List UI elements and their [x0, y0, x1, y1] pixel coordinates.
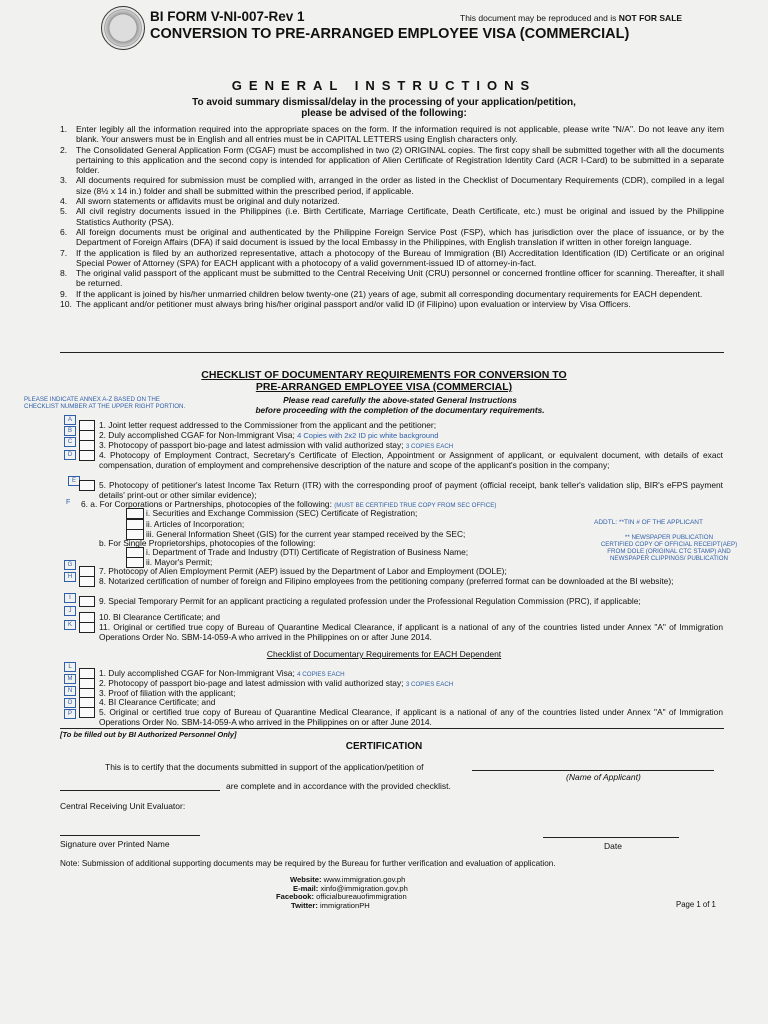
checkbox[interactable] — [79, 480, 95, 491]
checklist-item-2: 2. Duly accomplished CGAF for Non-Immigrant Visa; 4 Copies with 2x2 ID pic white background — [99, 430, 439, 440]
instruction-item — [60, 289, 724, 299]
certification-statement: This is to certify that the documents submitted in support of the application/petition of — [105, 762, 424, 772]
instruction-text: If the applicant is joined by his/her unmarried children below twenty-one (21) years of age, submit all corresponding documentary requirements for EACH dependent. — [76, 288, 703, 299]
checklist-item-6a-ii: ii. Articles of Incorporation; — [146, 519, 245, 529]
annex-label: P — [64, 709, 76, 719]
handwritten-copies-note: 3 COPIES EACH — [405, 681, 454, 688]
checklist-item-6a: 6. a. For Corporations or Partnerships, photocopies of the following: (MUST BE CERTIFIED TRUE COPY FROM SEC OFFICE) — [81, 499, 497, 509]
dependent-item-2: 2. Photocopy of passport bio-page and latest admission with valid authorized stay; 3 COPIES EACH — [99, 678, 454, 688]
instruction-item — [60, 206, 724, 227]
checklist-item-6a-i: i. Securities and Exchange Commission (SEC) Certificate of Registration; — [146, 508, 418, 518]
instruction-number: 6. — [60, 226, 68, 237]
email-link[interactable]: xinfo@immigration.gov.ph — [320, 883, 408, 893]
handwritten-copies-note: 4 Copies with 2x2 ID pic white background — [297, 431, 439, 440]
annex-label: H — [64, 572, 76, 582]
instruction-item — [60, 175, 724, 196]
checklist-item-6b: b. For Single Proprietorships, photocopies of the following: — [99, 538, 316, 548]
checklist-item-3: 3. Photocopy of passport bio-page and latest admission with valid authorized stay; 3 COPIES EACH — [99, 440, 454, 450]
handwritten-tin-note: ADDTL: **TIN # OF THE APPLICANT — [594, 519, 703, 526]
annex-label: B — [64, 426, 76, 436]
annex-label: J — [64, 606, 76, 616]
bureau-of-immigration-seal — [101, 6, 145, 50]
instruction-number: 1. — [60, 124, 68, 134]
instruction-text: The applicant and/or petitioner must always bring his/her original passport and/or valid ID (if Filipino) upon evaluation or interview by Visa Officers. — [76, 299, 631, 310]
instruction-item — [60, 145, 724, 176]
page-number: Page 1 of 1 — [676, 900, 716, 909]
applicant-name-field-continued[interactable] — [60, 790, 220, 791]
checklist-item-5: 5. Photocopy of petitioner's latest Income Tax Return (ITR) with the corresponding proof of payment (official receipt, bank teller's validation slip, BIR's eFPS payment details' print-out or other similar evidence); — [99, 480, 723, 500]
general-instructions-intro: To avoid summary dismissal/delay in the processing of your application/petition, please be advised of the following: — [192, 97, 576, 119]
instruction-item — [60, 299, 724, 309]
contact-block: Website: www.immigration.gov.ph E-mail: xinfo@immigration.gov.ph Facebook: officialbureauofimmigration Twitter: immigrationPH — [276, 875, 408, 911]
checklist-item-4: 4. Photocopy of Employment Contract, Secretary's Certificate of Election, Appointment or Assignment of applicant, or equivalent document, with details of exact compensation, duration of employment and comprehensive description of the nature and scope of the applicant's position in the company; — [99, 450, 723, 470]
instruction-text: The original valid passport of the applicant must be submitted to the Central Receiving Unit (CRU) personnel or concerned frontline officer for scanning. Thereafter, it shall be returned. — [76, 268, 724, 289]
checkbox[interactable] — [79, 576, 95, 587]
date-caption: Date — [604, 841, 622, 851]
reproduce-notice: This document may be reproduced and is NOT FOR SALE — [460, 13, 683, 23]
checkbox[interactable] — [79, 622, 95, 633]
checklist-item-1: 1. Joint letter request addressed to the Commissioner from the applicant and the petitioner; — [99, 420, 437, 430]
annex-label: E — [68, 476, 80, 486]
checklist-item-6b-i: i. Department of Trade and Industry (DTI) Certificate of Registration of Business Name; — [146, 547, 469, 557]
dependent-checklist-heading: Checklist of Documentary Requirements for EACH Dependent — [266, 649, 502, 659]
annex-label: D — [64, 450, 76, 460]
annex-label: I — [64, 593, 76, 603]
website-link[interactable]: www.immigration.gov.ph — [323, 875, 406, 884]
instruction-item — [60, 196, 724, 206]
instruction-number: 9. — [60, 288, 68, 299]
general-instructions-heading: GENERAL INSTRUCTIONS — [231, 78, 537, 93]
checkbox[interactable] — [79, 450, 95, 461]
instruction-number: 10. — [60, 299, 72, 310]
annex-label: M — [64, 674, 76, 684]
instruction-item — [60, 227, 724, 248]
instruction-text: All sworn statements or affidavits must be original and duly notarized. — [76, 196, 340, 207]
instruction-item — [60, 124, 724, 145]
annex-label: C — [64, 437, 76, 447]
applicant-name-caption: (Name of Applicant) — [566, 772, 641, 782]
date-line[interactable] — [543, 837, 679, 838]
signature-caption: Signature over Printed Name — [60, 839, 170, 849]
annex-label: K — [64, 620, 76, 630]
instruction-text: The Consolidated General Application Form (CGAF) must be accomplished in two (2) ORIGINAL copies. The first copy shall be submitted together with all the documents pertaining to this application and the second copy is intended for application of Alien Certificate of Registration Identity Card (ACR I-Card) to be submitted in a separate folder. — [76, 144, 724, 176]
twitter-link[interactable]: immigrationPH — [319, 901, 370, 911]
instruction-number: 7. — [60, 247, 68, 258]
checklist-item-11: 11. Original or certified true copy of Bureau of Quarantine Medical Clearance, if applicant is a national of any of the countries listed under Annex "A" of Immigration Operations Order No. SBM-14-059-A who arrived in the Philippines on or after June 2014. — [99, 622, 723, 642]
instruction-text: All foreign documents must be original and authenticated by the Philippine Foreign Service Post (FSP), which has jurisdiction over the place of issuance, or by the Department of Foreign Affairs (DFA) if said document is issued by the local Embassy in the Philippines, with English translation if written in other foreign language. — [76, 226, 724, 248]
section-divider — [60, 352, 724, 353]
instruction-number: 8. — [60, 268, 68, 279]
instruction-number: 5. — [60, 206, 68, 217]
checklist-item-6b-ii: ii. Mayor's Permit; — [146, 557, 213, 567]
checkbox[interactable] — [126, 508, 144, 519]
handwritten-annex-note: PLEASE INDICATE ANNEX A-Z BASED ON THE CHECKLIST NUMBER AT THE UPPER RIGHT PORTION. — [24, 396, 186, 410]
applicant-name-field[interactable] — [472, 770, 714, 771]
handwritten-copies-note: 3 COPIES EACH — [405, 443, 454, 450]
please-read-note: Please read carefully the above-stated General Instructions before proceeding with the completion of the documentary requirements. — [255, 395, 545, 415]
annex-label: O — [64, 698, 76, 708]
handwritten-copies-note: 4 COPIES EACH — [297, 671, 345, 678]
instruction-number: 3. — [60, 175, 68, 186]
annex-label: A — [64, 415, 76, 425]
evaluator-label: Central Receiving Unit Evaluator: — [60, 801, 186, 811]
annex-label: F — [66, 499, 71, 506]
instruction-text: All civil registry documents issued in the Philippines (i.e. Birth Certificate, Marriage Certificate, Death Certificate, etc.) must be original and issued by the Philippine Statistics Authority (PSA). — [76, 206, 724, 227]
checkbox[interactable] — [79, 596, 95, 607]
checklist-item-6a-iii: iii. General Information Sheet (GIS) for the current year stamped received by the SEC; — [146, 529, 466, 539]
certification-heading: CERTIFICATION — [345, 741, 423, 752]
instruction-item — [60, 248, 724, 269]
annex-label: N — [64, 686, 76, 696]
signature-line[interactable] — [60, 835, 200, 836]
form-number: BI FORM V-NI-007-Rev 1 — [150, 9, 305, 24]
instruction-item — [60, 268, 724, 289]
instruction-number: 4. — [60, 196, 68, 207]
checklist-item-10: 10. BI Clearance Certificate; and — [99, 612, 221, 622]
handwritten-sec-note: (MUST BE CERTIFIED TRUE COPY FROM SEC OFFICE) — [334, 502, 497, 509]
not-for-sale: NOT FOR SALE — [618, 13, 683, 23]
dependent-item-1: 1. Duly accomplished CGAF for Non-Immigrant Visa; 4 COPIES EACH — [99, 668, 345, 678]
instruction-text: All documents required for submission must be complied with, arranged in the order as listed in the Checklist of Documentary Requirements (CDR), compiled in a legal size (8½ x 14 in.) folder and shall be submitted within the prescribed period, if applicable. — [76, 175, 724, 196]
instruction-text: If the application is filed by an authorized representative, attach a photocopy of the Bureau of Immigration (BI) Accreditation Identification (ID) Certificate or an original Special Power of Attorney (SPA) for EACH applicant with a photocopy of a valid government-issued ID of attorney-in-fact. — [76, 247, 724, 268]
instruction-number: 2. — [60, 144, 68, 155]
certification-divider — [60, 728, 724, 729]
general-instructions-list — [60, 124, 724, 309]
dependent-item-5: 5. Original or certified true copy of Bureau of Quarantine Medical Clearance, if applicant is a national of any of the countries listed under Annex "A" of Immigration Operations Order No. SBM-14-059-A who arrived in the Philippines on or after June 2014. — [99, 707, 723, 727]
certification-statement-end: are complete and in accordance with the provided checklist. — [226, 781, 451, 791]
checkbox[interactable] — [79, 707, 95, 718]
checklist-item-8: 8. Notarized certification of number of foreign and Filipino employees from the petitioning company (preferred format can be downloaded at the BI website); — [99, 576, 674, 586]
instruction-text: Enter legibly all the information required into the appropriate spaces on the form. If the information required is not applicable, please write "N/A". Do not leave any item blank. Your answers must be in English and all entries must be in CAPITAL LETTERS using English characters only. — [76, 124, 724, 145]
checklist-item-9: 9. Special Temporary Permit for an applicant practicing a regulated profession under the Professional Regulation Commission (PRC), if applicable; — [99, 596, 641, 606]
checklist-item-7: 7. Photocopy of Alien Employment Permit (AEP) issued by the Department of Labor and Employment (DOLE); — [99, 566, 507, 576]
additional-documents-note: Note: Submission of additional supporting documents may be required by the Bureau for further verification and evaluation of application. — [60, 859, 556, 868]
annex-label: L — [64, 662, 76, 672]
form-title: CONVERSION TO PRE-ARRANGED EMPLOYEE VISA (COMMERCIAL) — [150, 26, 630, 42]
bi-personnel-only-note: [To be filled out by BI Authorized Personnel Only] — [60, 730, 237, 739]
handwritten-newspaper-note: ** NEWSPAPER PUBLICATION CERTIFIED COPY OF OFFICIAL RECEIPT(AEP) FROM DOLE (ORIGINAL CTC STAMP) AND NEWSPAPER CLIPPINGS/ PUBLICATION — [600, 534, 738, 562]
dependent-item-4: 4. BI Clearance Certificate; and — [99, 697, 216, 707]
facebook-link[interactable]: officialbureauofimmigration — [316, 892, 407, 902]
checklist-title: CHECKLIST OF DOCUMENTARY REQUIREMENTS FOR CONVERSION TO PRE-ARRANGED EMPLOYEE VISA (COMMERCIAL) — [201, 369, 567, 393]
annex-label: G — [64, 560, 76, 570]
dependent-item-3: 3. Proof of filiation with the applicant; — [99, 688, 236, 698]
